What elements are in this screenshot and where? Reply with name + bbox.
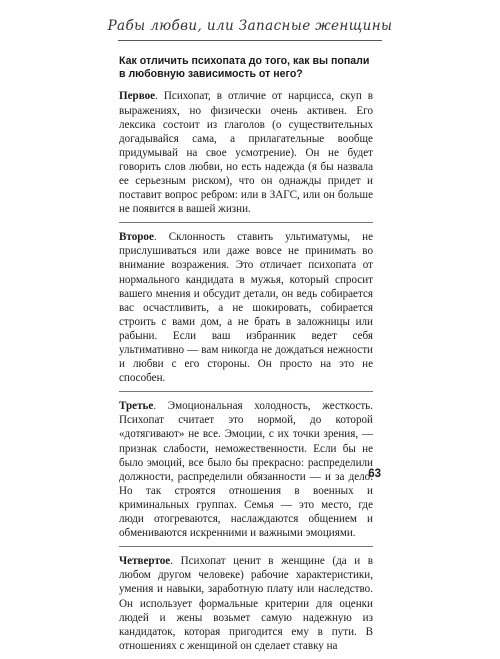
paragraph-text: . Склонность ставить ультиматумы, не прислушиваться или даже вовсе не принимать во внимание возражения. Это отличает психопата от нормального кандидата в мужья, который спросит вашего мнения и обсудит детали, он ведь собирается вас осчастливить, а не шокировать, собирается строить с вами дом, а не брать в заложницы или рабыни. Если ваш избранник ведет себя ультимативно — вам никогда не дождаться нежности и любви с его стороны. Он просто на это не способен. [119,231,373,385]
paragraph-lead: Второе [119,231,154,244]
paragraph-divider [119,222,373,223]
paragraph-fourth [119,554,373,653]
paragraph-divider [119,546,373,547]
paragraph-first [119,89,373,216]
header-divider [118,40,382,41]
paragraph-lead: Четвертое [119,555,171,568]
paragraph-lead: Третье [119,400,154,413]
paragraph-lead: Первое [119,90,156,103]
section-question: Как отличить психопата до того, как вы попали в любовную зависимость от него? [119,55,370,81]
paragraph-text: . Эмоциональная холодность, жесткость. Психопат считает это нормой, до которой «дотягивают» не все. Эмоции, с их точки зрения, — признак слабости, неможественности. Если бы не было эмоций, все было бы прекрасно: распределили должности, распределили обязанности — и за дело. Но так строятся отношения в военных и криминальных группах. Семья — это место, где люди отогреваются, наслаждаются общением и обмениваются искренними и важными эмоциями. [119,400,373,540]
paragraph-text: . Психопат ценит в женщине (да и в любом другом человеке) рабочие характеристики, умения и навыки, заработную плату или наследство. Он использует формальные критерии для оценки людей и жены возьмет самую надежную из кандидаток, которая пригодится ему в пути. В отношениях с женщиной он сделает ставку на [119,555,373,652]
running-header-title: Рабы любви, или Запасные женщины [107,18,393,34]
paragraph-third [119,399,373,540]
page-body [119,55,373,659]
running-header [0,0,500,52]
paragraph-divider [119,391,373,392]
page-number: 63 [368,468,381,480]
paragraph-second [119,230,373,385]
paragraph-text: . Психопат, в отличие от нарцисса, скуп в выражениях, но физически очень активен. Его лексика состоит из глаголов (о существительных догадывайся сама, а прилагательные вообще придумывай на свое усмотрение). Он не будет говорить слов любви, но есть надежда (я бы назвала ее серьезным риском), что он однажды придет и поставит вопрос ребром: или в ЗАГС, или он больше не появится в вашей жизни. [119,90,373,216]
